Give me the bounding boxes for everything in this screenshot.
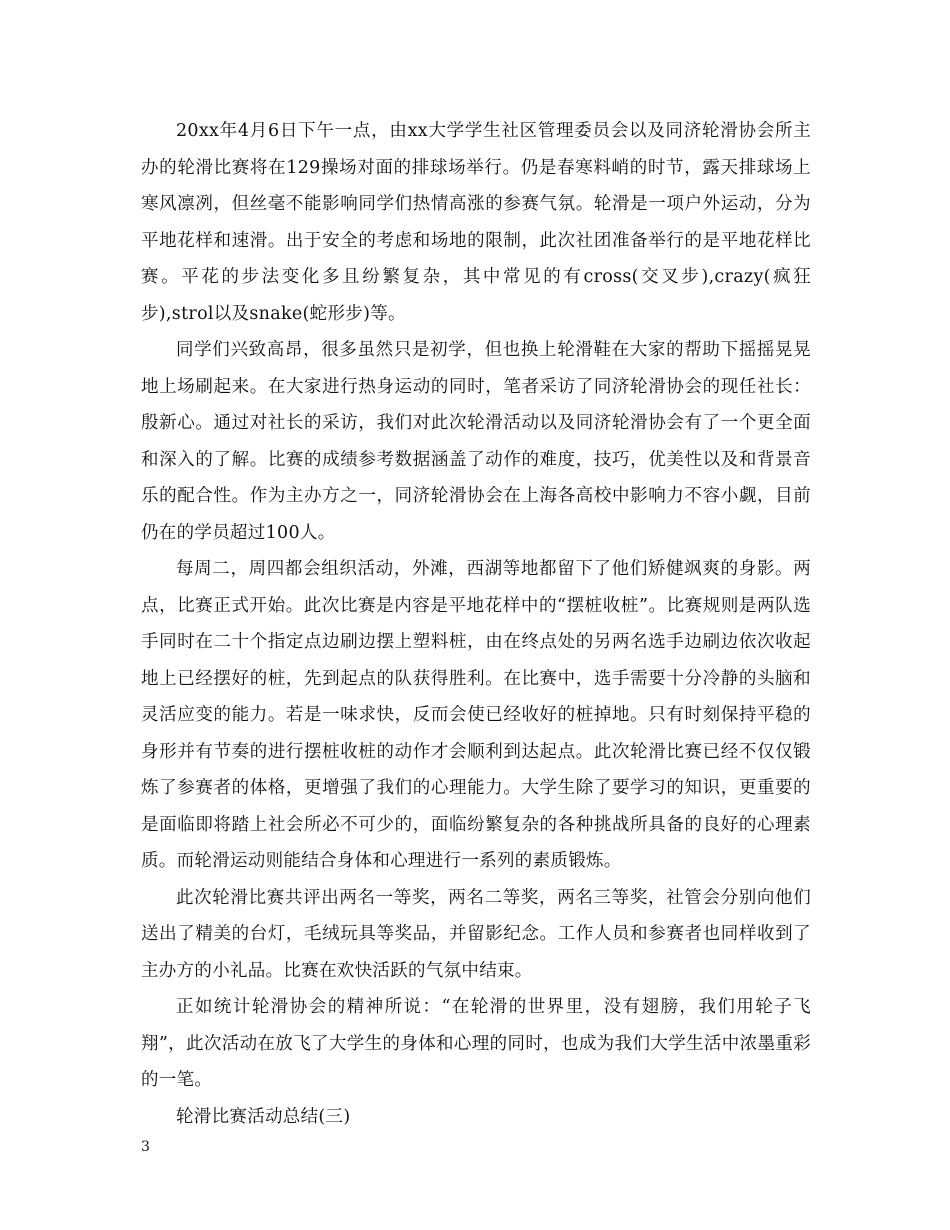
paragraph-3: 每周二，周四都会组织活动，外滩，西湖等地都留下了他们矫健飒爽的身影。两点，比赛正式开始。此次比赛是内容是平地花样中的“摆桩收桩”。比赛规则是两队选手同时在二十个指定点边刷边摆上塑料桩，由在终点处的另两名选手边刷边依次收起地上已经摆好的桩，先到起点的队获得胜利。在比赛中，选手需要十分冷静的头脑和灵活应变的能力。若是一味求快，反而会使已经收好的桩掉地。只有时刻保持平稳的身形并有节奏的进行摆桩收桩的动作才会顺利到达起点。此次轮滑比赛已经不仅仅锻炼了参赛者的体格，更增强了我们的心理能力。大学生除了要学习的知识，更重要的是面临即将踏上社会所必不可少的，面临纷繁复杂的各种挑战所具备的良好的心理素质。而轮滑运动则能结合身体和心理进行一系列的素质锻炼。 (141, 559, 811, 871)
paragraph-2: 同学们兴致高昂，很多虽然只是初学，但也换上轮滑鞋在大家的帮助下摇摇晃晃地上场刷起来。在大家进行热身运动的同时，笔者采访了同济轮滑协会的现任社长：殷新心。通过对社长的采访，我们对此次轮滑活动以及同济轮滑协会有了一个更全面和深入的了解。比赛的成绩参考数据涵盖了动作的难度，技巧，优美性以及和背景音乐的配合性。作为主办方之一，同济轮滑协会在上海各高校中影响力不容小觑，目前仍在的学员超过100人。 (141, 340, 811, 543)
paragraph-1: 20xx年4月6日下午一点，由xx大学学生社区管理委员会以及同济轮滑协会所主办的轮滑比赛将在129操场对面的排球场举行。仍是春寒料峭的时节，露天排球场上寒风凛冽，但丝毫不能影响同学们热情高涨的参赛气氛。轮滑是一项户外运动，分为平地花样和速滑。出于安全的考虑和场地的限制，此次社团准备举行的是平地花样比赛。平花的步法变化多且纷繁复杂，其中常见的有cross(交叉步),crazy(疯狂步),strol以及snake(蛇形步)等。 (141, 121, 811, 324)
page-number: 3 (141, 1139, 150, 1155)
paragraph-5: 正如统计轮滑协会的精神所说：“在轮滑的世界里，没有翅膀，我们用轮子飞翔”，此次活动在放飞了大学生的身体和心理的同时，也成为我们大学生活中浓墨重彩的一笔。 (141, 997, 811, 1090)
document-body (141, 113, 811, 1135)
section-heading: 轮滑比赛活动总结(三) (176, 1106, 351, 1127)
paragraph-4: 此次轮滑比赛共评出两名一等奖，两名二等奖，两名三等奖，社管会分别向他们送出了精美的台灯，毛绒玩具等奖品，并留影纪念。工作人员和参赛者也同样收到了主办方的小礼品。比赛在欢快活跃的气氛中结束。 (141, 887, 811, 981)
